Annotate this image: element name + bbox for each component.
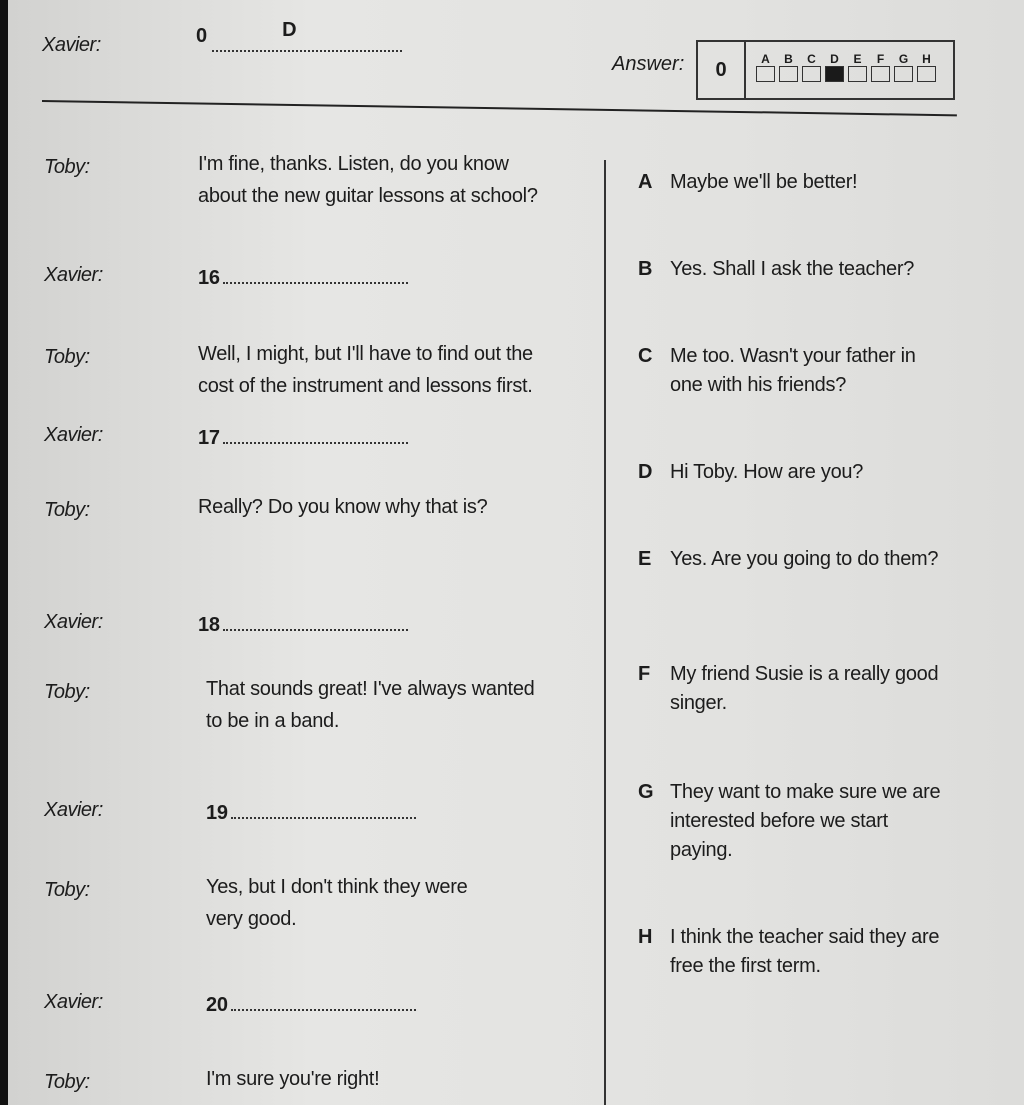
choice-letter: H [638, 926, 653, 948]
answer-checkbox[interactable] [894, 66, 913, 82]
dialogue-speaker: Toby: [44, 1071, 90, 1093]
dialogue-line [198, 493, 487, 521]
answer-checkbox[interactable] [802, 66, 821, 82]
choice-letter: G [638, 781, 654, 803]
answer-option-h[interactable] [917, 52, 936, 98]
answer-option-letter: D [830, 52, 839, 66]
answer-option-e[interactable] [848, 52, 867, 98]
choice-f [638, 660, 950, 718]
dialogue-text: I'm sure you're right! [206, 1068, 380, 1090]
choice-text: I think the teacher said they are free the first term. [670, 926, 940, 977]
choice-text: Maybe we'll be better! [670, 171, 858, 193]
answer-option-letter: C [807, 52, 816, 66]
choice-b [638, 255, 950, 284]
choice-text: Me too. Wasn't your father in one with his friends? [670, 345, 916, 396]
example-answer-line [196, 19, 402, 52]
answer-option-b[interactable] [779, 52, 798, 98]
dotted-blank[interactable] [231, 995, 416, 1011]
answer-option-g[interactable] [894, 52, 913, 98]
dialogue-text: cost of the instrument and lessons first. [198, 375, 533, 397]
question-number: 17 [198, 427, 220, 449]
dialogue-speaker: Xavier: [44, 799, 103, 821]
choice-e [638, 545, 950, 574]
dialogue-text: That sounds great! I've always wanted [206, 678, 535, 700]
dialogue-speaker: Xavier: [44, 424, 103, 446]
dialogue-speaker: Xavier: [44, 264, 103, 286]
choice-letter: B [638, 258, 653, 280]
example-speaker: Xavier: [42, 34, 101, 56]
answer-option-letter: G [898, 52, 909, 66]
dialogue-speaker: Toby: [44, 681, 90, 703]
choice-g [638, 778, 950, 865]
dialogue-text: Well, I might, but I'll have to find out the [198, 343, 533, 365]
dialogue-line [206, 1065, 379, 1093]
example-number: 0 [196, 25, 207, 47]
answer-blank-19[interactable] [206, 799, 416, 827]
choice-text: My friend Susie is a really good singer. [670, 663, 939, 714]
dialogue-speaker: Toby: [44, 156, 90, 178]
answer-option-letter: H [922, 52, 931, 66]
answer-option-letter: B [784, 52, 793, 66]
choice-letter: F [638, 663, 650, 685]
choice-letter: D [638, 461, 653, 483]
answer-key-number: 0 [698, 42, 746, 98]
column-divider [604, 160, 606, 1105]
answer-blank-18[interactable] [198, 611, 408, 639]
choice-text: Yes. Shall I ask the teacher? [670, 258, 915, 280]
dialogue-line [198, 150, 538, 210]
dialogue-text: Yes, but I don't think they were [206, 876, 468, 898]
choice-h [638, 923, 950, 981]
dialogue-speaker: Toby: [44, 499, 90, 521]
dialogue-speaker: Toby: [44, 346, 90, 368]
answer-option-letter: E [853, 52, 862, 66]
dialogue-line [206, 873, 467, 933]
answer-option-f[interactable] [871, 52, 890, 98]
answer-key-box [696, 40, 955, 100]
dotted-blank[interactable] [231, 803, 416, 819]
dialogue-speaker: Toby: [44, 879, 90, 901]
answer-option-letter: F [876, 52, 885, 66]
choice-letter: A [638, 171, 653, 193]
answer-checkbox[interactable] [848, 66, 867, 82]
question-number: 18 [198, 614, 220, 636]
dotted-blank[interactable] [223, 428, 408, 444]
answer-blank-20[interactable] [206, 991, 416, 1019]
dialogue-speaker: Xavier: [44, 611, 103, 633]
dotted-blank[interactable] [223, 615, 408, 631]
choice-c [638, 342, 950, 400]
choice-letter: C [638, 345, 653, 367]
choice-a [638, 168, 950, 197]
answer-checkbox[interactable] [917, 66, 936, 82]
photo-edge [0, 0, 8, 1105]
dialogue-text: Really? Do you know why that is? [198, 496, 488, 518]
answer-option-d[interactable] [825, 52, 844, 98]
dialogue-text: about the new guitar lessons at school? [198, 185, 538, 207]
dialogue-text: to be in a band. [206, 710, 340, 732]
answer-option-letter: A [761, 52, 770, 66]
answer-checkbox[interactable] [756, 66, 775, 82]
dotted-blank[interactable] [223, 268, 408, 284]
dialogue-text: very good. [206, 908, 297, 930]
question-number: 16 [198, 267, 220, 289]
choice-text: They want to make sure we are interested before we start paying. [670, 781, 941, 861]
question-number: 20 [206, 994, 228, 1016]
choice-text: Hi Toby. How are you? [670, 461, 864, 483]
choice-d [638, 458, 950, 487]
example-answer-blank [212, 19, 402, 52]
dialogue-text: I'm fine, thanks. Listen, do you know [198, 153, 509, 175]
dialogue-speaker: Xavier: [44, 991, 103, 1013]
question-number: 19 [206, 802, 228, 824]
answer-checkbox[interactable] [825, 66, 844, 82]
answer-blank-17[interactable] [198, 424, 408, 452]
answer-checkbox[interactable] [871, 66, 890, 82]
answer-option-a[interactable] [756, 52, 775, 98]
example-answer-letter: D [282, 19, 297, 41]
answer-options [746, 42, 940, 98]
answer-option-c[interactable] [802, 52, 821, 98]
answer-checkbox[interactable] [779, 66, 798, 82]
choice-text: Yes. Are you going to do them? [670, 548, 939, 570]
answer-blank-16[interactable] [198, 264, 408, 292]
answer-label: Answer: [612, 53, 685, 75]
dialogue-line [206, 675, 534, 735]
choice-letter: E [638, 548, 652, 570]
dialogue-line [198, 340, 533, 400]
